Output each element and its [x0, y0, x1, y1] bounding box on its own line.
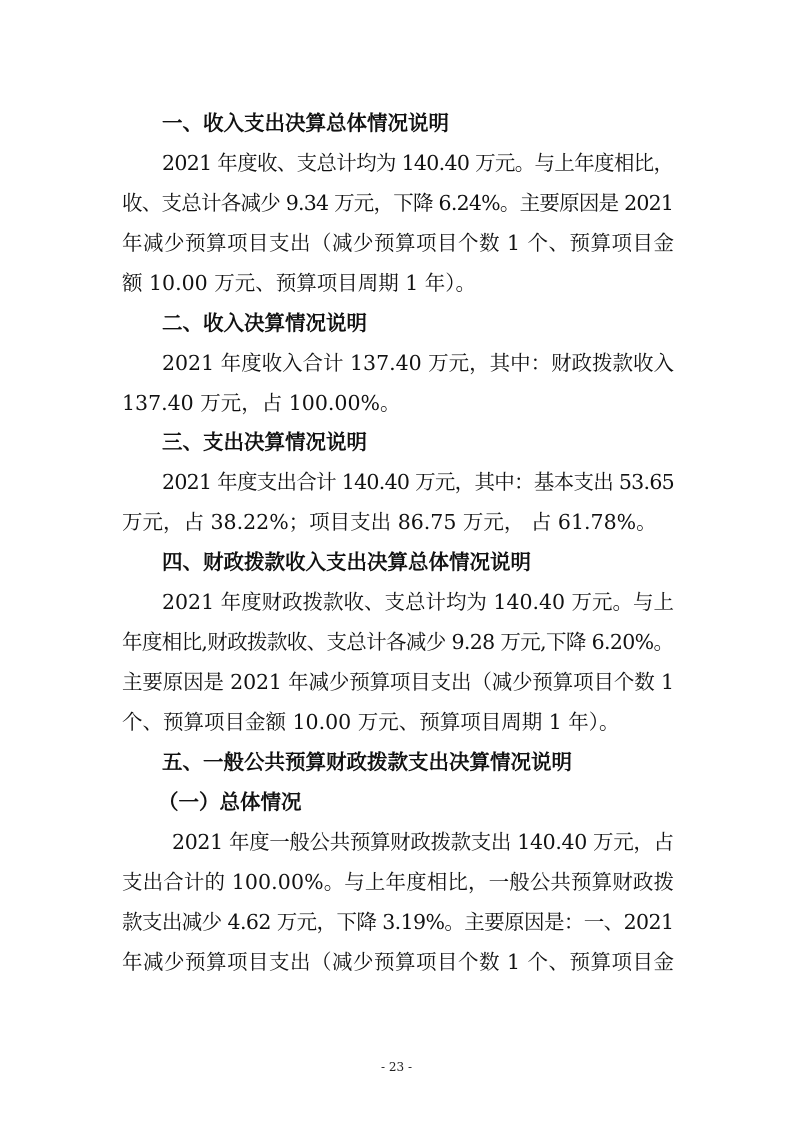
document-page: 一、收入支出决算总体情况说明 2021 年度收、支总计均为 140.40 万元。与上年度相比， 收、支总计各减少 9.34 万元，下降 6.24%。主要原因是 2021 年减少预算项目支出（减少预算项目个数 1 个、预算项目金 额 10.00 万元、预算项目周期 1 年）。 二、收入决算情况说明 2021 年度收入合计 137.40 万元，其中：财政拨款收入 137.40 万元，占 100.00%。 三、支出决算情况说明 2021 年度支出合计 140.40 万元，其中：基本支出 53.65 万元，占 38.22%；项目支出 86.75 万元， 占 61.78%。 四、财政拨款收入支出决算总体情况说明 2021 年度财政拨款收、支总计均为 140.40 万元。与上 年度相比,财政拨款收、支总计各减少 9.28 万元,下降 6.20%。 主要原因是 2021 年减少预算项目支出（减少预算项目个数 1 个、预算项目金额 10.00 万元、预算项目周期 1 年）。 五、一般公共预算财政拨款支出决算情况说明 （一）总体情况 2021 年度一般公共预算财政拨款支出 140.40 万元，占 支出合计的 100.00%。与上年度相比，一般公共预算财政拨 款支出减少 4.62 万元，下降 3.19%。主要原因是：一、2021 年减少预算项目支出（减少预算项目个数 1 个、预算项目金 - 23 -	[0, 0, 793, 1122]
page-number: - 23 -	[380, 1060, 412, 1074]
